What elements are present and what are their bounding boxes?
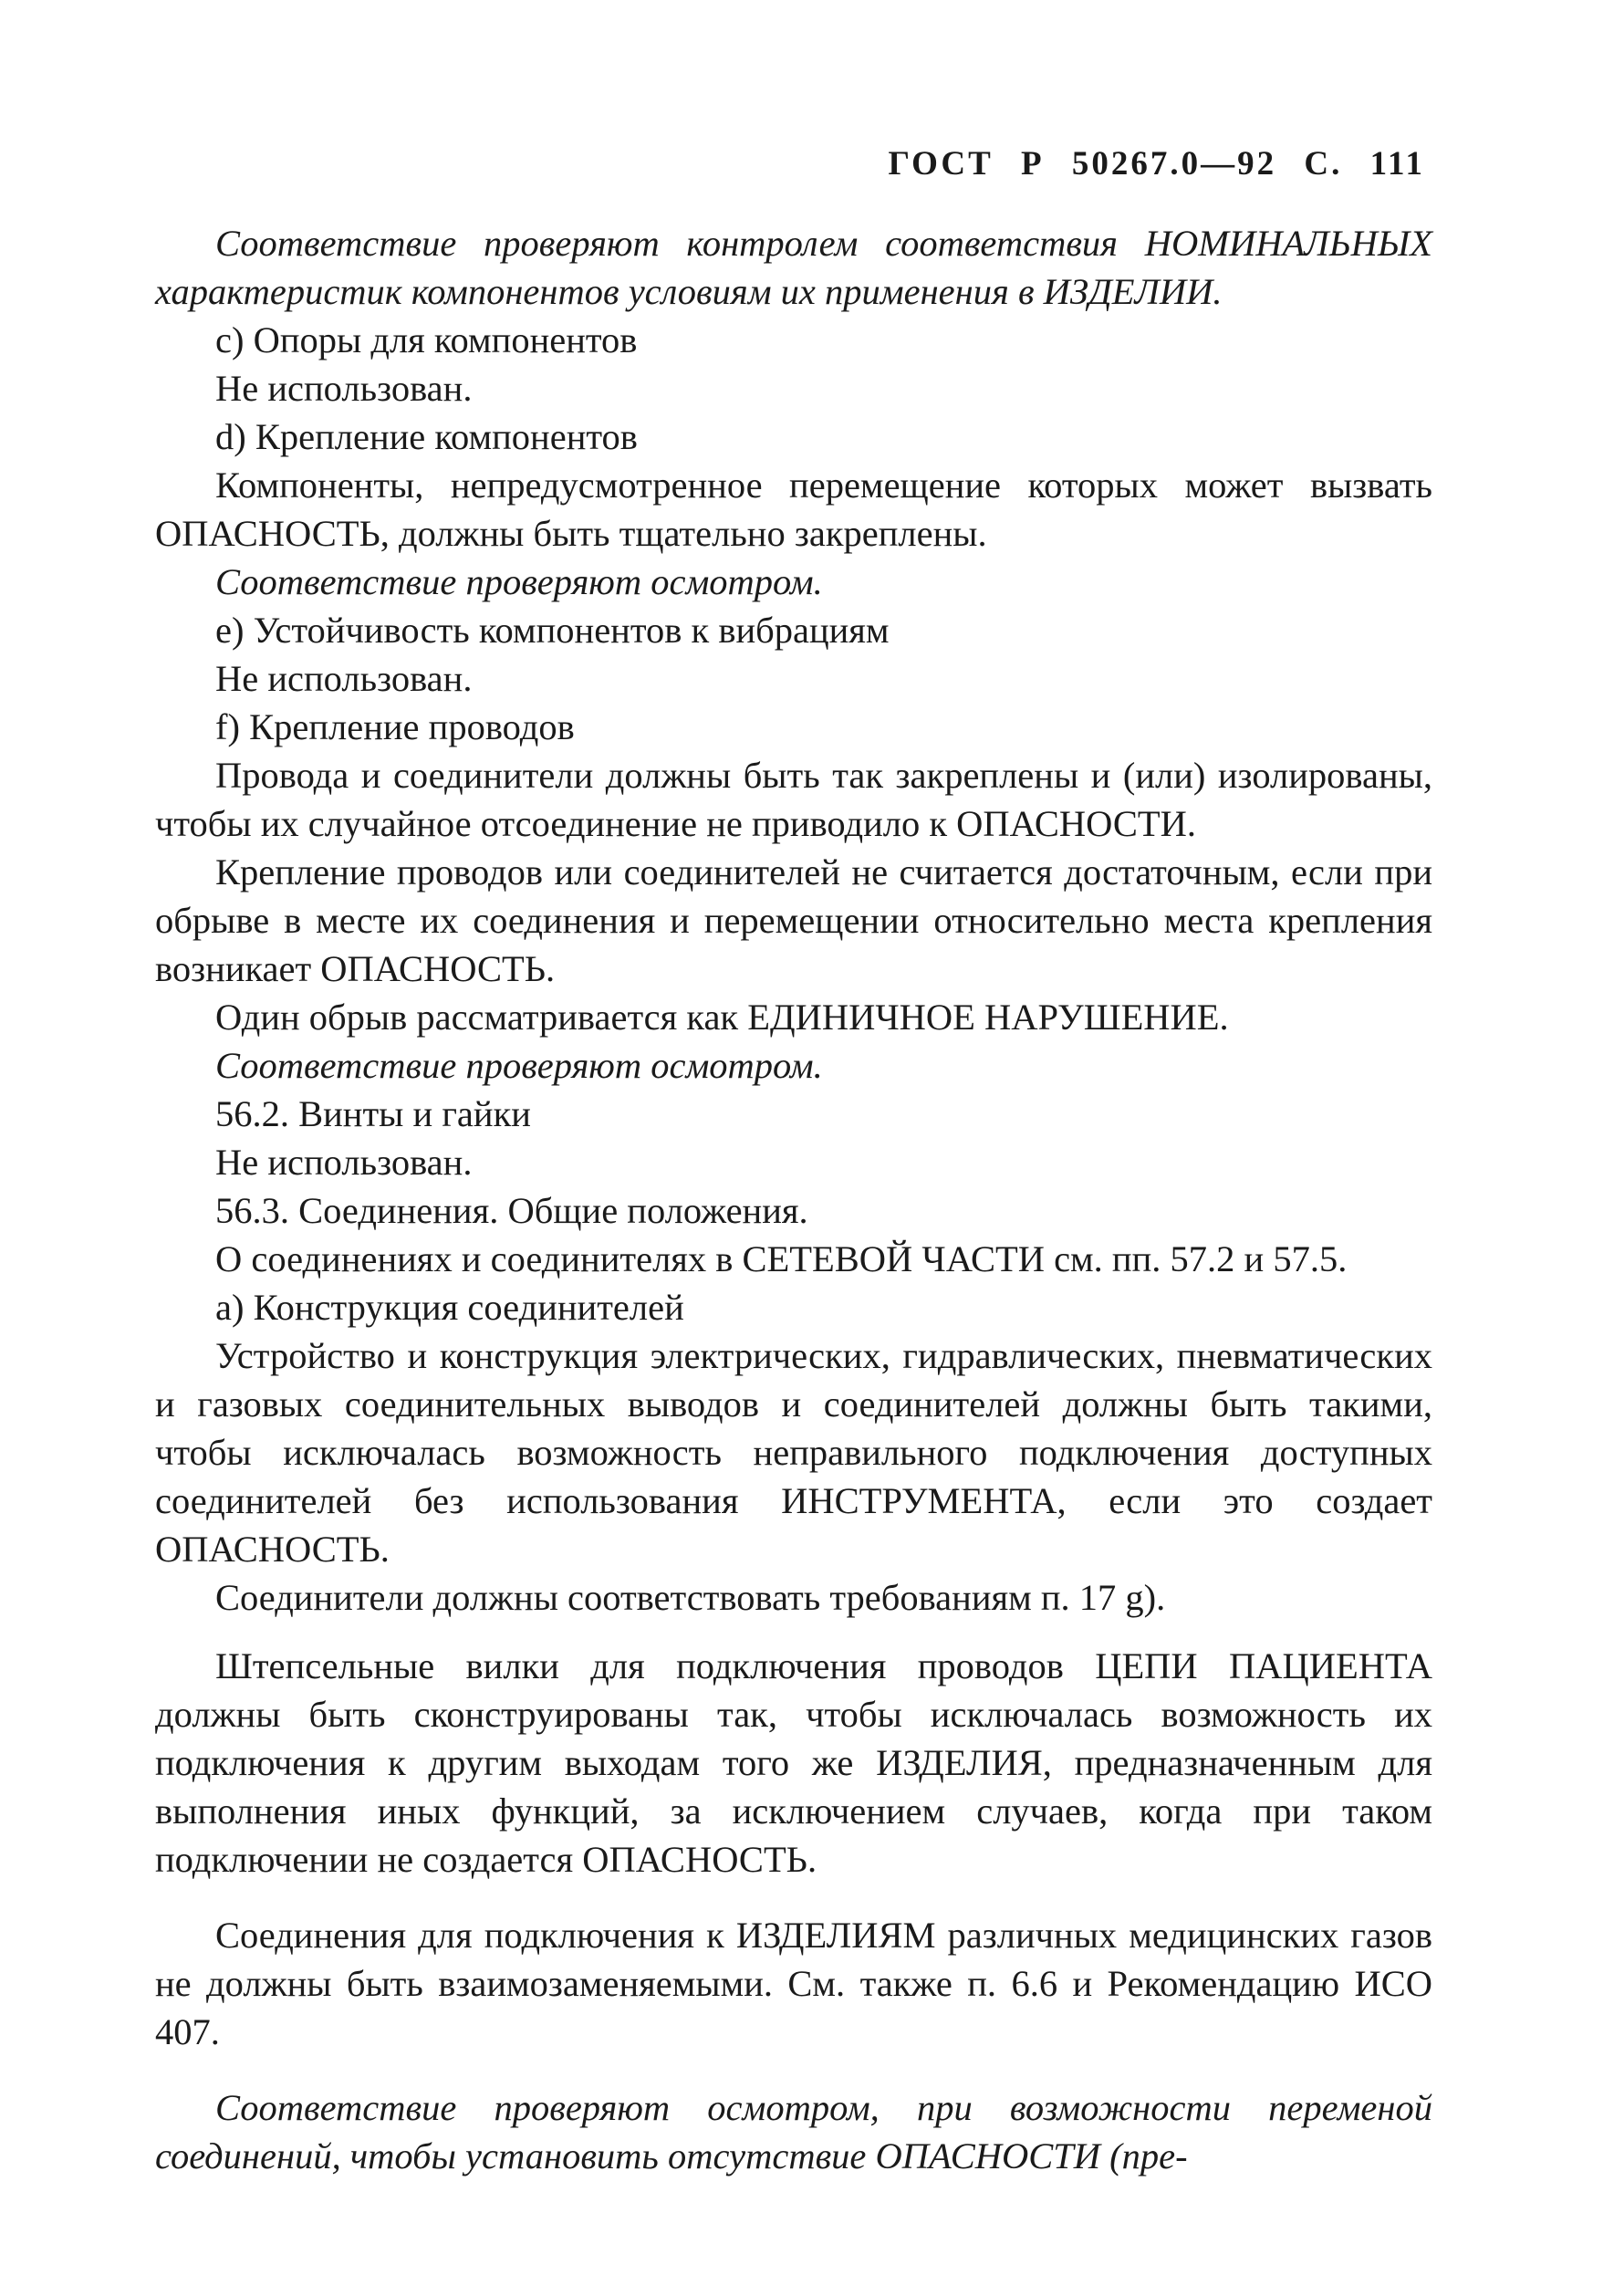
paragraph: Компоненты, непредусмотренное перемещение которых может вызвать ОПАСНОСТЬ, должны быть тщательно закреплены. xyxy=(155,465,1432,554)
paragraph: Крепление проводов или соединителей не считается достаточным, если при обрыве в месте их соединения и перемещении относительно места крепления возникает ОПАСНОСТЬ. xyxy=(155,851,1432,989)
paragraph: Провода и соединители должны быть так закреплены и (или) изолированы, чтобы их случайное отсоединение не приводило к ОПАСНОСТИ. xyxy=(155,755,1432,844)
section-heading: 56.3. Соединения. Общие положения. xyxy=(215,1190,808,1231)
paragraph: Соответствие проверяют осмотром. xyxy=(215,1045,823,1086)
list-item-heading: d) Крепление компонентов xyxy=(215,416,638,457)
paragraph: Соответствие проверяют осмотром. xyxy=(215,561,823,602)
page-number: С. 111 xyxy=(1304,145,1425,183)
paragraph: О соединениях и соединителях в СЕТЕВОЙ ЧАСТИ см. пп. 57.2 и 57.5. xyxy=(215,1238,1348,1279)
paragraph: Соответствие проверяют осмотром, при возможности переменой соединений, чтобы установить отсутствие ОПАСНОСТИ (пре- xyxy=(155,2087,1432,2176)
paragraph: Один обрыв рассматривается как ЕДИНИЧНОЕ НАРУШЕНИЕ. xyxy=(215,997,1229,1038)
paragraph: Устройство и конструкция электрических, гидравлических, пневматических и газовых соединительных выводов и соединителей должны быть такими, чтобы исключалась возможность неправильного подключения доступных соединителей без использования ИНСТРУМЕНТА, если это создает ОПАСНОСТЬ. xyxy=(155,1335,1432,1570)
list-item-heading: c) Опоры для компонентов xyxy=(215,319,638,360)
list-item-heading: f) Крепление проводов xyxy=(215,706,575,747)
paragraph: Соединители должны соответствовать требованиям п. 17 g). xyxy=(215,1577,1166,1618)
page-header xyxy=(889,144,1426,183)
document-body xyxy=(155,219,1432,2180)
standard-number: ГОСТ Р 50267.0—92 xyxy=(888,145,1277,183)
paragraph: Соответствие проверяют контролем соответствия НОМИНАЛЬНЫХ характеристик компонентов условиям их применения в ИЗДЕЛИИ. xyxy=(155,223,1432,312)
paragraph: Соединения для подключения к ИЗДЕЛИЯМ различных медицинских газов не должны быть взаимозаменяемыми. См. также п. 6.6 и Рекомендацию ИСО 407. xyxy=(155,1915,1432,2052)
paragraph: Штепсельные вилки для подключения проводов ЦЕПИ ПАЦИЕНТА должны быть сконструированы так, чтобы исключалась возможность их подключения к другим выходам того же ИЗДЕЛИЯ, предназначенным для выполнения иных функций, за исключением случаев, когда при таком подключении не создается ОПАСНОСТЬ. xyxy=(155,1645,1432,1880)
list-item-heading: a) Конструкция соединителей xyxy=(215,1287,684,1328)
list-item-heading: e) Устойчивость компонентов к вибрациям xyxy=(215,610,890,651)
paragraph: Не использован. xyxy=(215,658,473,699)
paragraph: Не использован. xyxy=(215,1142,473,1183)
section-heading: 56.2. Винты и гайки xyxy=(215,1093,531,1134)
paragraph: Не использован. xyxy=(215,368,473,409)
